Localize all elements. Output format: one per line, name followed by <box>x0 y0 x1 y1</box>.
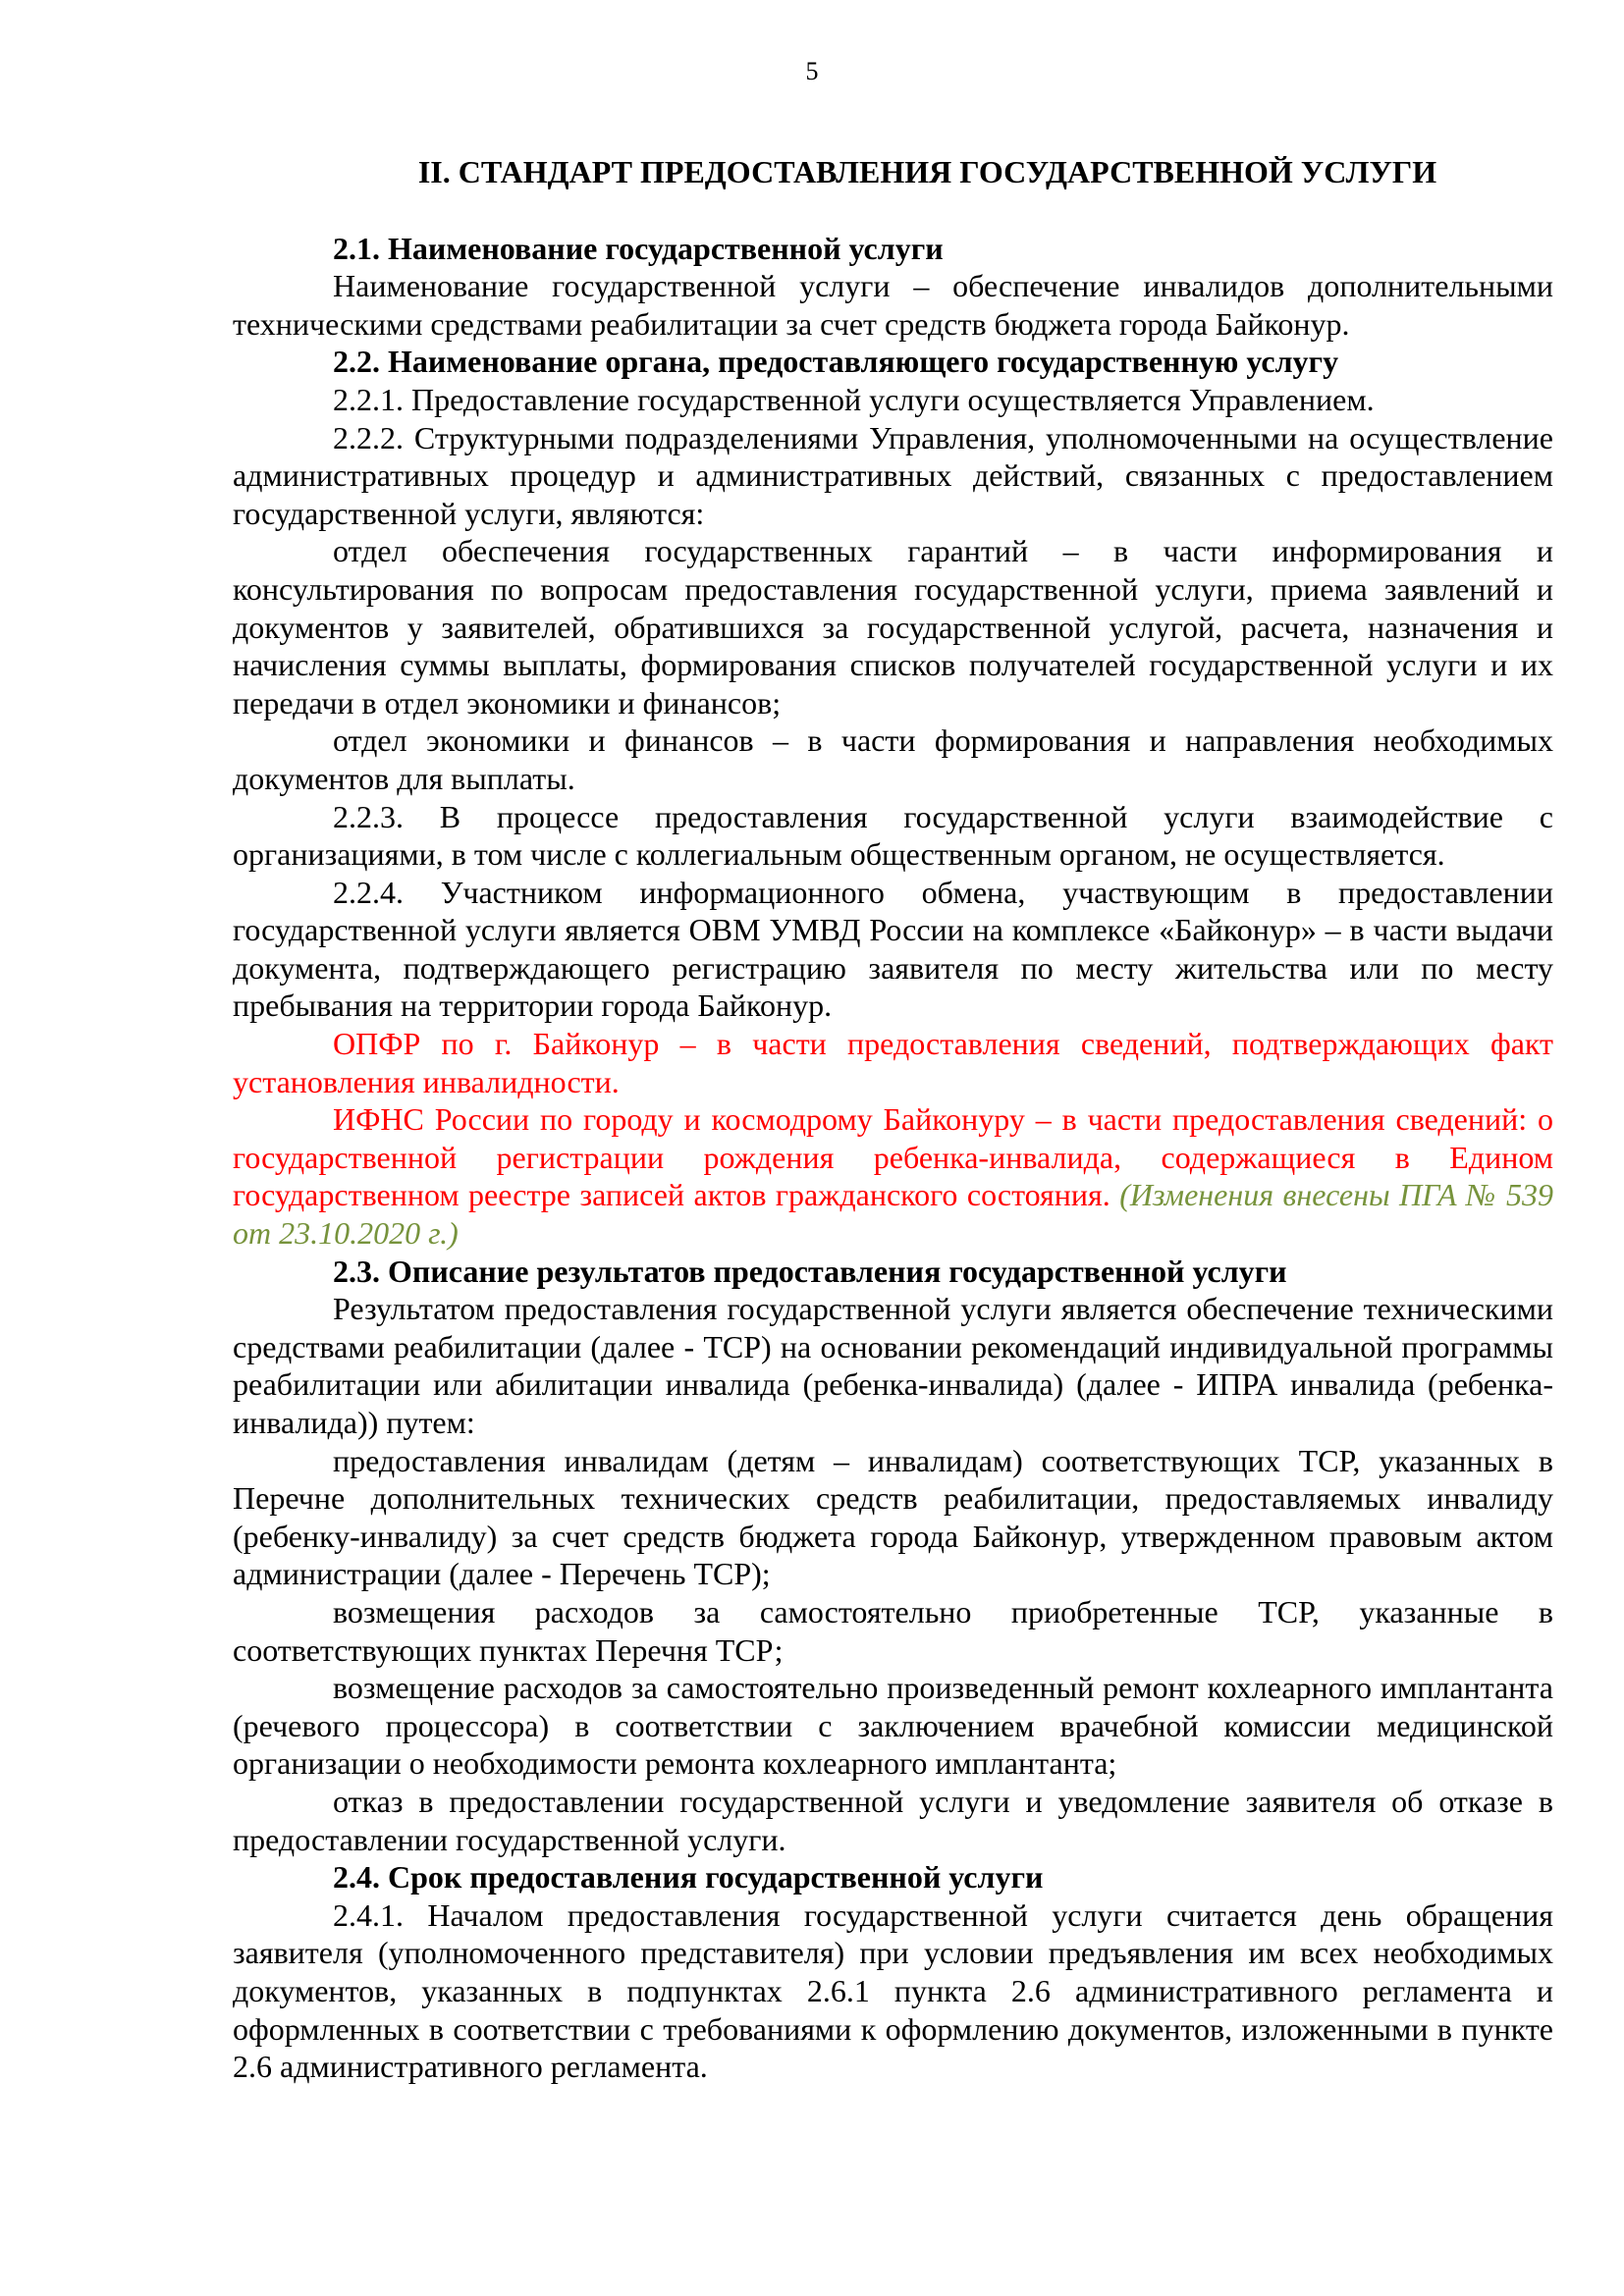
amended-text: ИФНС России по городу и космодрому Байконуру – в части предоставления сведений: о государственной регистрации рождения ребенка-инвалида, содержащиеся в Едином государственном реестре записей актов гражданского состояния. <box>233 1101 1553 1213</box>
subsection-heading-2-2: 2.2. Наименование органа, предоставляющего государственную услугу <box>333 344 1339 380</box>
paragraph: 2.2.1. Предоставление государственной услуги осуществляется Управлением. <box>333 381 1375 417</box>
paragraph: отдел экономики и финансов – в части формирования и направления необходимых документов для выплаты. <box>233 722 1553 796</box>
amended-paragraph <box>233 1100 1553 1252</box>
subsection-heading-2-3: 2.3. Описание результатов предоставления государственной услуги <box>333 1253 1287 1289</box>
subsection-heading-2-4: 2.4. Срок предоставления государственной услуги <box>333 1859 1044 1896</box>
amended-paragraph: ОПФР по г. Байконур – в части предоставления сведений, подтверждающих факт установления инвалидности. <box>233 1026 1553 1099</box>
section-title: II. СТАНДАРТ ПРЕДОСТАВЛЕНИЯ ГОСУДАРСТВЕННОЙ УСЛУГИ <box>417 154 1437 189</box>
paragraph: 2.2.3. В процессе предоставления государственной услуги взаимодействие с организациями, в том числе с коллегиальным общественным органом, не осуществляется. <box>233 798 1553 873</box>
page-number: 5 <box>805 57 819 85</box>
paragraph: 2.4.1. Началом предоставления государственной услуги считается день обращения заявителя (уполномоченного представителя) при условии предъявления им всех необходимых документов, указанных в подпунктах 2.6.1 пункта 2.6 административного регламента и оформленных в соответствии с требованиями к оформлению документов, изложенными в пункте 2.6 административного регламента. <box>233 1896 1553 2085</box>
paragraph: Результатом предоставления государственной услуги является обеспечение техническими средствами реабилитации (далее - ТСР) на основании рекомендаций индивидуальной программы реабилитации или абилитации инвалида (ребенка-инвалида) (далее - ИПРА инвалида (ребенка-инвалида)) путем: <box>233 1291 1553 1440</box>
amendment-note: (Изменения внесены ПГА № 539 от 23.10.2020 г.) <box>233 1177 1554 1252</box>
paragraph: 2.2.2. Структурными подразделениями Управления, уполномоченными на осуществление административных процедур и административных действий, связанных с предоставлением государственной услуги, являются: <box>233 419 1553 531</box>
paragraph: возмещение расходов за самостоятельно произведенный ремонт кохлеарного имплантанта (речевого процессора) в соответствии с заключением врачебной комиссии медицинской организации о необходимости ремонта кохлеарного имплантанта; <box>233 1670 1553 1782</box>
document-body <box>233 153 1553 2086</box>
paragraph: 2.2.4. Участником информационного обмена, участвующим в предоставлении государственной услуги является ОВМ УМВД России на комплексе «Байконур» – в части выдачи документа, подтверждающего регистрацию заявителя по месту жительства или по месту пребывания на территории города Байконур. <box>233 874 1553 1024</box>
paragraph: отказ в предоставлении государственной услуги и уведомление заявителя об отказе в предоставлении государственной услуги. <box>233 1783 1553 1857</box>
paragraph: Наименование государственной услуги – обеспечение инвалидов дополнительными техническими средствами реабилитации за счет средств бюджета города Байконур. <box>233 268 1553 342</box>
paragraph: предоставления инвалидам (детям – инвалидам) соответствующих ТСР, указанных в Перечне дополнительных технических средств реабилитации, предоставляемых инвалиду (ребенку-инвалиду) за счет средств бюджета города Байконур, утвержденном правовым актом администрации (далее - Перечень ТСР); <box>233 1442 1553 1592</box>
paragraph: возмещения расходов за самостоятельно приобретенные ТСР, указанные в соответствующих пунктах Перечня ТСР; <box>233 1593 1553 1668</box>
subsection-heading-2-1: 2.1. Наименование государственной услуги <box>333 230 944 266</box>
paragraph: отдел обеспечения государственных гарантий – в части информирования и консультирования по вопросам предоставления государственной услуги, приема заявлений и документов у заявителей, обратившихся за государственной услугой, расчета, назначения и начисления суммы выплаты, формирования списков получателей государственной услуги и их передачи в отдел экономики и финансов; <box>233 533 1553 721</box>
